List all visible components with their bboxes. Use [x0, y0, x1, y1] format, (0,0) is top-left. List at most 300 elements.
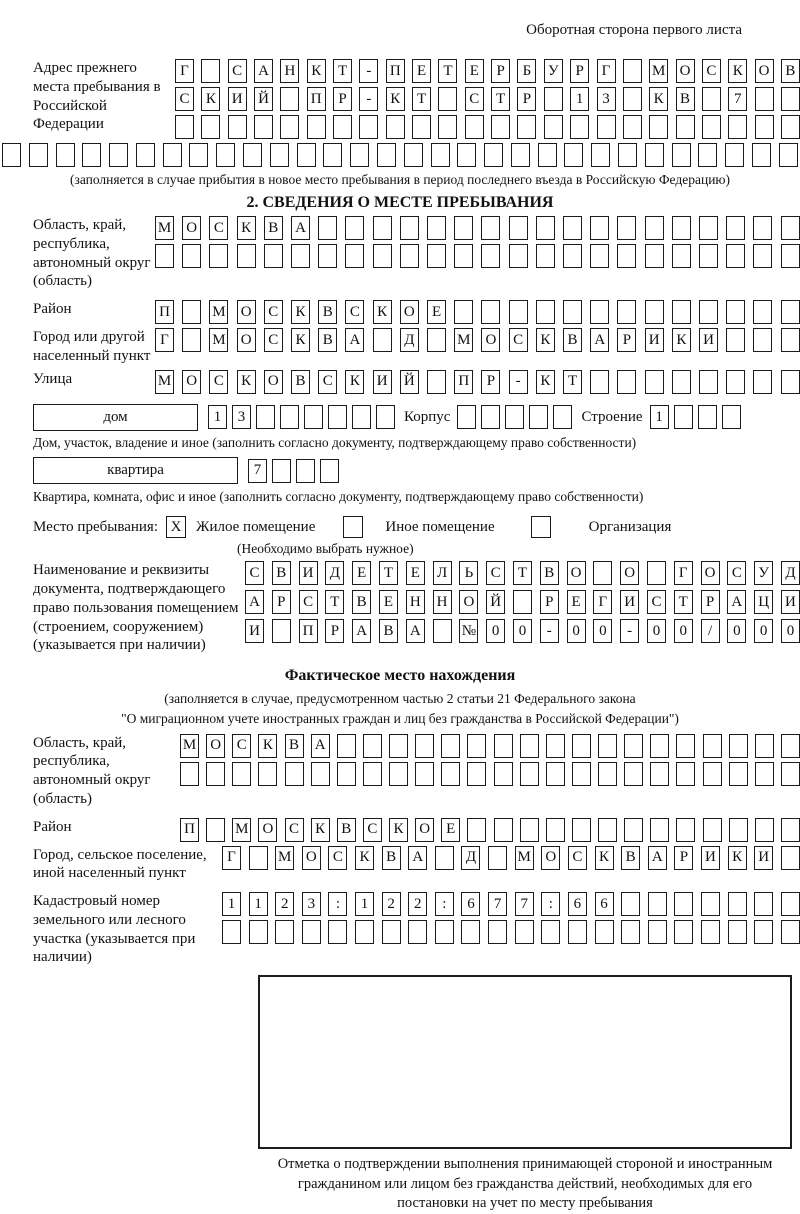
char-box[interactable] — [481, 244, 500, 268]
document-row1[interactable] — [245, 561, 800, 585]
char-box[interactable]: 0 — [754, 619, 773, 643]
char-box[interactable] — [520, 734, 539, 758]
char-box[interactable]: У — [544, 59, 563, 83]
char-box[interactable] — [729, 818, 748, 842]
char-box[interactable]: П — [155, 300, 174, 324]
char-box[interactable] — [228, 115, 247, 139]
char-box[interactable]: С — [568, 846, 587, 870]
char-box[interactable] — [320, 459, 339, 483]
char-box[interactable]: К — [386, 87, 405, 111]
char-box[interactable] — [509, 300, 528, 324]
char-box[interactable] — [570, 115, 589, 139]
char-box[interactable]: 0 — [513, 619, 532, 643]
char-box[interactable]: И — [781, 590, 800, 614]
char-box[interactable] — [698, 143, 717, 167]
char-box[interactable] — [621, 920, 640, 944]
document-row2[interactable] — [245, 590, 800, 614]
char-box[interactable]: А — [291, 216, 310, 240]
char-box[interactable] — [280, 87, 299, 111]
char-box[interactable]: Н — [406, 590, 425, 614]
char-box[interactable]: М — [155, 370, 174, 394]
char-box[interactable]: И — [373, 370, 392, 394]
document-row3[interactable] — [245, 619, 800, 643]
char-box[interactable] — [672, 244, 691, 268]
char-box[interactable]: В — [382, 846, 401, 870]
char-box[interactable] — [703, 818, 722, 842]
char-box[interactable] — [701, 892, 720, 916]
char-box[interactable] — [729, 734, 748, 758]
char-box[interactable]: Т — [563, 370, 582, 394]
char-box[interactable]: Ь — [459, 561, 478, 585]
char-box[interactable]: Ц — [754, 590, 773, 614]
char-box[interactable]: - — [509, 370, 528, 394]
char-box[interactable]: С — [232, 734, 251, 758]
char-box[interactable]: В — [318, 328, 337, 352]
char-box[interactable] — [163, 143, 182, 167]
char-box[interactable] — [590, 370, 609, 394]
char-box[interactable]: В — [379, 619, 398, 643]
char-box[interactable]: С — [509, 328, 528, 352]
char-box[interactable]: Д — [325, 561, 344, 585]
char-box[interactable] — [672, 143, 691, 167]
char-box[interactable] — [272, 619, 291, 643]
char-box[interactable] — [672, 370, 691, 394]
char-box[interactable]: М — [155, 216, 174, 240]
char-box[interactable]: С — [345, 300, 364, 324]
char-box[interactable]: О — [701, 561, 720, 585]
char-box[interactable] — [435, 920, 454, 944]
char-box[interactable] — [617, 216, 636, 240]
char-box[interactable] — [206, 818, 225, 842]
char-box[interactable] — [272, 459, 291, 483]
char-box[interactable]: А — [648, 846, 667, 870]
char-box[interactable] — [726, 216, 745, 240]
char-box[interactable]: И — [228, 87, 247, 111]
char-box[interactable]: А — [406, 619, 425, 643]
char-box[interactable]: Е — [567, 590, 586, 614]
char-box[interactable]: 7 — [728, 87, 747, 111]
char-box[interactable] — [438, 115, 457, 139]
cadastre-row1[interactable] — [222, 892, 800, 916]
char-box[interactable]: Т — [438, 59, 457, 83]
char-box[interactable]: Й — [254, 87, 273, 111]
char-box[interactable] — [82, 143, 101, 167]
char-box[interactable]: / — [701, 619, 720, 643]
char-box[interactable]: О — [258, 818, 277, 842]
char-box[interactable] — [488, 920, 507, 944]
char-box[interactable]: И — [754, 846, 773, 870]
char-box[interactable]: Р — [701, 590, 720, 614]
char-box[interactable]: 0 — [781, 619, 800, 643]
char-box[interactable] — [352, 405, 371, 429]
char-box[interactable]: 0 — [486, 619, 505, 643]
char-box[interactable] — [699, 300, 718, 324]
char-box[interactable] — [597, 115, 616, 139]
char-box[interactable] — [491, 115, 510, 139]
char-box[interactable]: С — [702, 59, 721, 83]
char-box[interactable] — [517, 115, 536, 139]
char-box[interactable]: В — [781, 59, 800, 83]
char-box[interactable] — [441, 762, 460, 786]
char-box[interactable]: - — [620, 619, 639, 643]
char-box[interactable] — [536, 300, 555, 324]
char-box[interactable] — [645, 216, 664, 240]
char-box[interactable]: В — [318, 300, 337, 324]
char-box[interactable]: Е — [465, 59, 484, 83]
char-box[interactable] — [29, 143, 48, 167]
char-box[interactable] — [377, 143, 396, 167]
char-box[interactable] — [264, 244, 283, 268]
char-box[interactable]: 0 — [567, 619, 586, 643]
char-box[interactable] — [649, 115, 668, 139]
char-box[interactable] — [722, 405, 741, 429]
char-box[interactable] — [572, 762, 591, 786]
char-box[interactable]: В — [621, 846, 640, 870]
char-box[interactable]: Т — [333, 59, 352, 83]
char-box[interactable] — [467, 818, 486, 842]
char-box[interactable] — [544, 115, 563, 139]
char-box[interactable] — [408, 920, 427, 944]
char-box[interactable]: Р — [491, 59, 510, 83]
char-box[interactable] — [155, 244, 174, 268]
char-box[interactable] — [355, 920, 374, 944]
char-box[interactable]: Р — [333, 87, 352, 111]
char-box[interactable]: : — [541, 892, 560, 916]
char-box[interactable] — [728, 920, 747, 944]
char-box[interactable] — [703, 762, 722, 786]
char-box[interactable] — [699, 370, 718, 394]
char-box[interactable]: К — [728, 846, 747, 870]
char-box[interactable] — [546, 762, 565, 786]
char-box[interactable]: А — [254, 59, 273, 83]
char-box[interactable] — [427, 216, 446, 240]
char-box[interactable] — [441, 734, 460, 758]
char-box[interactable]: П — [454, 370, 473, 394]
char-box[interactable]: 6 — [568, 892, 587, 916]
char-box[interactable] — [781, 370, 800, 394]
char-box[interactable]: С — [465, 87, 484, 111]
fact-district-row[interactable] — [180, 818, 800, 842]
char-box[interactable] — [435, 846, 454, 870]
char-box[interactable]: М — [649, 59, 668, 83]
char-box[interactable]: № — [459, 619, 478, 643]
char-box[interactable]: И — [620, 590, 639, 614]
char-box[interactable] — [645, 143, 664, 167]
char-box[interactable] — [222, 920, 241, 944]
char-box[interactable] — [457, 405, 476, 429]
char-box[interactable] — [568, 920, 587, 944]
char-box[interactable]: О — [415, 818, 434, 842]
char-box[interactable]: К — [307, 59, 326, 83]
char-box[interactable] — [438, 87, 457, 111]
char-box[interactable] — [386, 115, 405, 139]
char-box[interactable] — [781, 818, 800, 842]
char-box[interactable]: 1 — [222, 892, 241, 916]
char-box[interactable] — [623, 87, 642, 111]
char-box[interactable] — [488, 846, 507, 870]
char-box[interactable] — [781, 216, 800, 240]
char-box[interactable]: О — [541, 846, 560, 870]
region-row1[interactable] — [155, 216, 800, 240]
char-box[interactable]: К — [389, 818, 408, 842]
korpus-cells[interactable] — [457, 405, 572, 429]
char-box[interactable] — [595, 920, 614, 944]
char-box[interactable]: - — [359, 87, 378, 111]
char-box[interactable]: Г — [175, 59, 194, 83]
char-box[interactable] — [755, 734, 774, 758]
char-box[interactable] — [318, 216, 337, 240]
char-box[interactable]: В — [337, 818, 356, 842]
char-box[interactable]: Г — [597, 59, 616, 83]
char-box[interactable] — [182, 300, 201, 324]
char-box[interactable]: Р — [481, 370, 500, 394]
char-box[interactable]: Е — [412, 59, 431, 83]
char-box[interactable] — [415, 762, 434, 786]
char-box[interactable] — [563, 244, 582, 268]
char-box[interactable] — [56, 143, 75, 167]
char-box[interactable]: Й — [400, 370, 419, 394]
char-box[interactable]: - — [540, 619, 559, 643]
char-box[interactable]: С — [486, 561, 505, 585]
char-box[interactable]: П — [307, 87, 326, 111]
char-box[interactable] — [509, 244, 528, 268]
char-box[interactable] — [544, 87, 563, 111]
char-box[interactable] — [376, 405, 395, 429]
char-box[interactable]: К — [373, 300, 392, 324]
char-box[interactable]: Т — [325, 590, 344, 614]
char-box[interactable] — [755, 87, 774, 111]
char-box[interactable]: Р — [540, 590, 559, 614]
char-box[interactable] — [484, 143, 503, 167]
char-box[interactable] — [481, 216, 500, 240]
char-box[interactable]: Д — [461, 846, 480, 870]
char-box[interactable] — [175, 115, 194, 139]
char-box[interactable]: Р — [674, 846, 693, 870]
char-box[interactable]: А — [727, 590, 746, 614]
char-box[interactable]: Н — [280, 59, 299, 83]
char-box[interactable] — [702, 115, 721, 139]
char-box[interactable] — [457, 143, 476, 167]
apartment-cells[interactable] — [248, 459, 339, 483]
char-box[interactable] — [624, 734, 643, 758]
char-box[interactable]: О — [182, 370, 201, 394]
char-box[interactable] — [674, 892, 693, 916]
char-box[interactable] — [781, 762, 800, 786]
char-box[interactable] — [345, 216, 364, 240]
char-box[interactable] — [648, 892, 667, 916]
char-box[interactable] — [373, 216, 392, 240]
char-box[interactable] — [427, 370, 446, 394]
char-box[interactable] — [494, 734, 513, 758]
char-box[interactable]: О — [400, 300, 419, 324]
fact-region-row1[interactable] — [180, 734, 800, 758]
char-box[interactable] — [415, 734, 434, 758]
char-box[interactable]: 3 — [302, 892, 321, 916]
char-box[interactable] — [333, 115, 352, 139]
char-box[interactable] — [674, 405, 693, 429]
char-box[interactable] — [280, 405, 299, 429]
char-box[interactable] — [201, 115, 220, 139]
char-box[interactable] — [189, 143, 208, 167]
char-box[interactable]: Т — [513, 561, 532, 585]
fact-region-row2[interactable] — [180, 762, 800, 786]
char-box[interactable] — [703, 734, 722, 758]
char-box[interactable]: Т — [379, 561, 398, 585]
char-box[interactable]: И — [701, 846, 720, 870]
char-box[interactable] — [753, 370, 772, 394]
char-box[interactable] — [180, 762, 199, 786]
char-box[interactable]: Р — [517, 87, 536, 111]
char-box[interactable] — [753, 300, 772, 324]
char-box[interactable]: Е — [427, 300, 446, 324]
char-box[interactable]: Н — [433, 590, 452, 614]
checkbox-zhiloe[interactable]: X — [166, 516, 186, 538]
char-box[interactable] — [404, 143, 423, 167]
char-box[interactable]: С — [264, 328, 283, 352]
char-box[interactable] — [481, 405, 500, 429]
char-box[interactable]: А — [345, 328, 364, 352]
char-box[interactable]: И — [245, 619, 264, 643]
char-box[interactable]: М — [209, 328, 228, 352]
char-box[interactable] — [520, 762, 539, 786]
char-box[interactable] — [433, 619, 452, 643]
char-box[interactable]: П — [299, 619, 318, 643]
char-box[interactable]: Д — [400, 328, 419, 352]
char-box[interactable]: С — [264, 300, 283, 324]
char-box[interactable] — [699, 216, 718, 240]
char-box[interactable]: М — [180, 734, 199, 758]
char-box[interactable]: К — [536, 370, 555, 394]
char-box[interactable] — [676, 734, 695, 758]
char-box[interactable] — [454, 216, 473, 240]
char-box[interactable]: С — [228, 59, 247, 83]
char-box[interactable] — [781, 115, 800, 139]
char-box[interactable] — [201, 59, 220, 83]
char-box[interactable] — [296, 459, 315, 483]
char-box[interactable] — [572, 734, 591, 758]
char-box[interactable] — [781, 846, 800, 870]
char-box[interactable]: К — [258, 734, 277, 758]
char-box[interactable]: С — [285, 818, 304, 842]
char-box[interactable] — [538, 143, 557, 167]
char-box[interactable] — [427, 328, 446, 352]
char-box[interactable] — [754, 892, 773, 916]
char-box[interactable] — [676, 115, 695, 139]
char-box[interactable]: К — [672, 328, 691, 352]
char-box[interactable]: 0 — [727, 619, 746, 643]
char-box[interactable] — [389, 762, 408, 786]
char-box[interactable] — [781, 244, 800, 268]
char-box[interactable] — [275, 920, 294, 944]
char-box[interactable] — [590, 300, 609, 324]
char-box[interactable]: К — [355, 846, 374, 870]
cadastre-row2[interactable] — [222, 920, 800, 944]
char-box[interactable]: М — [275, 846, 294, 870]
char-box[interactable]: С — [647, 590, 666, 614]
char-box[interactable] — [513, 590, 532, 614]
char-box[interactable]: К — [291, 328, 310, 352]
char-box[interactable] — [461, 920, 480, 944]
char-box[interactable] — [645, 300, 664, 324]
char-box[interactable] — [359, 115, 378, 139]
char-box[interactable] — [511, 143, 530, 167]
char-box[interactable]: О — [237, 328, 256, 352]
char-box[interactable] — [291, 244, 310, 268]
char-box[interactable] — [494, 762, 513, 786]
char-box[interactable]: 3 — [597, 87, 616, 111]
char-box[interactable] — [781, 920, 800, 944]
char-box[interactable]: М — [454, 328, 473, 352]
char-box[interactable]: Е — [352, 561, 371, 585]
char-box[interactable]: Т — [412, 87, 431, 111]
char-box[interactable] — [598, 762, 617, 786]
char-box[interactable] — [216, 143, 235, 167]
char-box[interactable] — [725, 143, 744, 167]
char-box[interactable] — [590, 244, 609, 268]
char-box[interactable]: О — [237, 300, 256, 324]
char-box[interactable]: С — [175, 87, 194, 111]
char-box[interactable] — [249, 920, 268, 944]
char-box[interactable] — [249, 846, 268, 870]
char-box[interactable] — [182, 328, 201, 352]
char-box[interactable] — [753, 328, 772, 352]
char-box[interactable] — [674, 920, 693, 944]
char-box[interactable]: - — [359, 59, 378, 83]
char-box[interactable] — [617, 370, 636, 394]
char-box[interactable]: Д — [781, 561, 800, 585]
char-box[interactable]: К — [237, 216, 256, 240]
char-box[interactable] — [304, 405, 323, 429]
char-box[interactable] — [598, 734, 617, 758]
char-box[interactable] — [753, 244, 772, 268]
char-box[interactable] — [726, 244, 745, 268]
char-box[interactable]: В — [676, 87, 695, 111]
char-box[interactable]: Р — [570, 59, 589, 83]
char-box[interactable]: С — [727, 561, 746, 585]
char-box[interactable] — [672, 300, 691, 324]
char-box[interactable] — [623, 59, 642, 83]
char-box[interactable]: В — [540, 561, 559, 585]
char-box[interactable] — [328, 920, 347, 944]
char-box[interactable] — [698, 405, 717, 429]
char-box[interactable]: Й — [486, 590, 505, 614]
char-box[interactable]: С — [209, 370, 228, 394]
checkbox-org[interactable] — [531, 516, 551, 538]
char-box[interactable] — [467, 762, 486, 786]
char-box[interactable] — [726, 328, 745, 352]
char-box[interactable]: Р — [617, 328, 636, 352]
char-box[interactable] — [553, 405, 572, 429]
char-box[interactable] — [363, 762, 382, 786]
char-box[interactable]: К — [237, 370, 256, 394]
char-box[interactable]: Т — [674, 590, 693, 614]
char-box[interactable] — [373, 328, 392, 352]
char-box[interactable] — [256, 405, 275, 429]
char-box[interactable] — [650, 734, 669, 758]
char-box[interactable]: Е — [441, 818, 460, 842]
char-box[interactable] — [755, 762, 774, 786]
char-box[interactable]: О — [459, 590, 478, 614]
char-box[interactable]: А — [352, 619, 371, 643]
char-box[interactable] — [509, 216, 528, 240]
previous-address-row1[interactable] — [175, 59, 800, 83]
char-box[interactable] — [624, 762, 643, 786]
char-box[interactable]: О — [620, 561, 639, 585]
char-box[interactable]: П — [180, 818, 199, 842]
previous-address-row3[interactable] — [175, 115, 800, 139]
char-box[interactable] — [515, 920, 534, 944]
char-box[interactable] — [591, 143, 610, 167]
